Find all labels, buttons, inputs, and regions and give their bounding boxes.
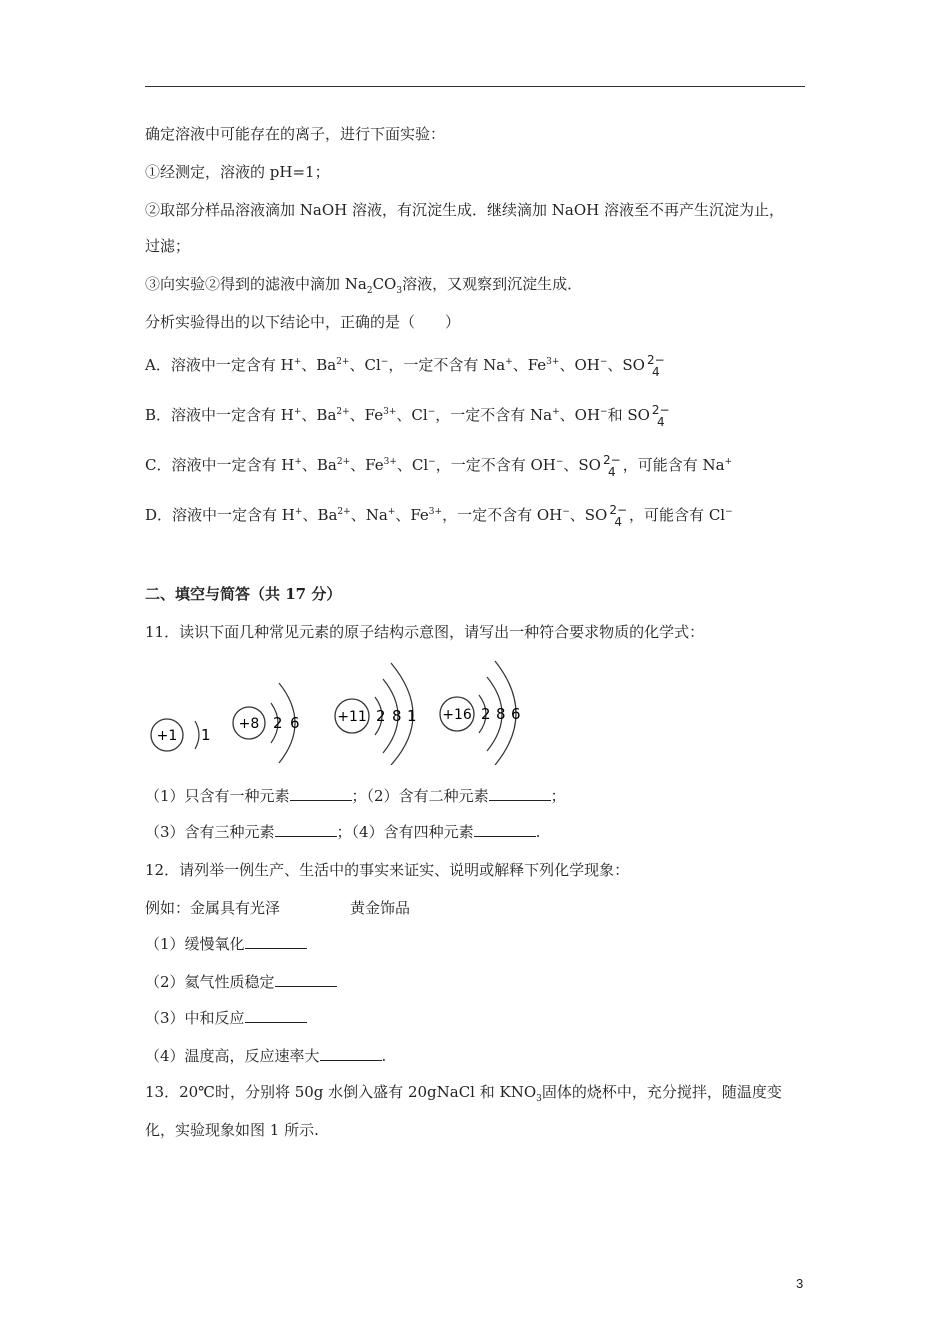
- header-rule: [145, 86, 805, 87]
- question-13: 13．20℃时，分别将 50g 水倒入盛有 20gNaCl 和 $KNO_3$固体的烧杯中，充分搅拌，随温度变: [145, 1083, 782, 1104]
- intro-text: 确定溶液中可能存在的离子，进行下面实验：: [145, 125, 446, 143]
- svg-text:6: 6: [290, 714, 300, 732]
- svg-text:+16: +16: [442, 707, 472, 723]
- experiment-2: ②取部分样品溶液滴加 NaOH 溶液，有沉淀生成．继续滴加 NaOH 溶液至不再产生沉淀为止，: [145, 201, 784, 219]
- atom-o: [233, 683, 300, 763]
- svg-text:+11: +11: [337, 709, 367, 725]
- answer-blank[interactable]: [489, 786, 551, 801]
- q12-example: 例如：金属具有光泽 黄金饰品: [145, 899, 411, 917]
- answer-blank[interactable]: [290, 786, 352, 801]
- svg-text:2: 2: [376, 707, 386, 725]
- option-c: C．溶液中一定含有 H+、$Ba^{2+}$、$Fe^{3+}$、Cl−，一定不含有 OH−、SO 2− 4 ，可能含有 Na+: [145, 453, 733, 479]
- svg-text:8: 8: [496, 705, 506, 723]
- svg-text:1: 1: [407, 707, 417, 725]
- sulfate-fraction: 2− 4: [609, 503, 628, 529]
- q12-part-1: （1）缓慢氧化: [145, 934, 307, 954]
- q12-part-3: （3）中和反应: [145, 1008, 307, 1028]
- answer-blank[interactable]: [245, 934, 307, 949]
- atom-structure-diagram: [145, 655, 535, 765]
- q12-part-2: （2）氦气性质稳定: [145, 972, 337, 992]
- svg-text:2: 2: [481, 705, 491, 723]
- q11-parts-1-2: （1）只含有一种元素 ；（2）含有二种元素 ；: [145, 787, 566, 805]
- question-11: 11．读识下面几种常见元素的原子结构示意图，请写出一种符合要求物质的化学式：: [145, 623, 705, 641]
- svg-text:8: 8: [392, 707, 402, 725]
- experiment-3: ③向实验②得到的滤液中滴加 $Na_2CO_3$溶液，又观察到沉淀生成．: [145, 275, 583, 296]
- question-stem: 分析实验得出的以下结论中，正确的是（ ）: [145, 313, 461, 331]
- answer-blank[interactable]: [474, 822, 536, 837]
- section-heading: 二、填空与简答（共 17 分）: [145, 585, 342, 603]
- svg-text:+8: +8: [238, 716, 260, 732]
- question-13-cont: 化，实验现象如图 1 所示.: [145, 1121, 319, 1139]
- option-b: B．溶液中一定含有 H+、$Ba^{2+}$、$Fe^{3+}$、Cl−，一定不含有 Na+、OH−和 SO 2− 4: [145, 403, 670, 429]
- answer-blank[interactable]: [320, 1046, 382, 1061]
- atom-h: [151, 719, 211, 751]
- sulfate-fraction: 2− 4: [646, 353, 665, 379]
- question-12: 12．请列举一例生产、生活中的事实来证实、说明或解释下列化学现象：: [145, 861, 630, 879]
- page-number: 3: [796, 1276, 804, 1291]
- svg-text:2: 2: [273, 714, 283, 732]
- svg-text:+1: +1: [156, 728, 178, 744]
- option-a: A．溶液中一定含有 H+、$Ba^{2+}$、Cl−，一定不含有 Na+、$Fe^{3+}$、OH−、SO 2− 4: [145, 353, 665, 379]
- svg-text:1: 1: [201, 726, 211, 744]
- q11-parts-3-4: （3）含有三种元素 ；（4）含有四种元素 .: [145, 823, 541, 841]
- atom-na: [335, 663, 417, 765]
- sulfate-fraction: 2− 4: [602, 453, 621, 479]
- experiment-1: ①经测定，溶液的 pH=1；: [145, 163, 330, 181]
- answer-blank[interactable]: [245, 1008, 307, 1023]
- sulfate-fraction: 2− 4: [651, 403, 670, 429]
- q12-part-4: （4）温度高，反应速率大 .: [145, 1047, 387, 1065]
- experiment-2-cont: 过滤；: [145, 237, 191, 255]
- atom-s: [440, 661, 521, 765]
- svg-text:6: 6: [511, 705, 521, 723]
- option-d: D．溶液中一定含有 H+、$Ba^{2+}$、Na+、$Fe^{3+}$，一定不含有 OH−、SO 2− 4 ，可能含有 Cl−: [145, 503, 733, 529]
- answer-blank[interactable]: [275, 822, 337, 837]
- answer-blank[interactable]: [275, 972, 337, 987]
